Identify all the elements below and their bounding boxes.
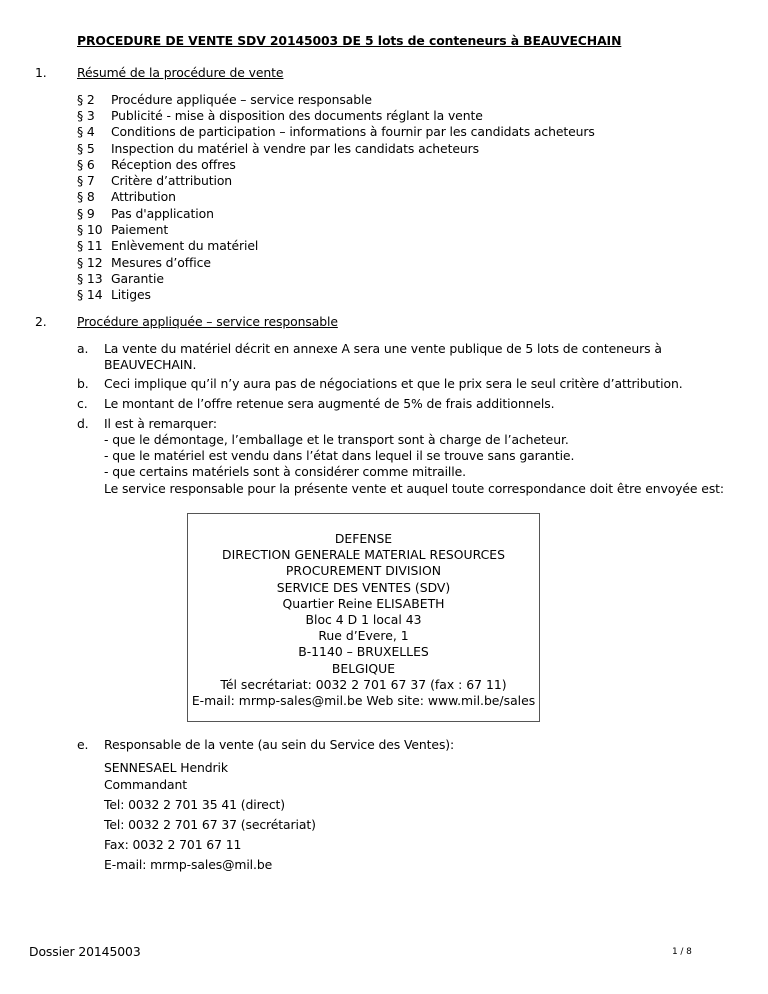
summary-num: § 14 [77, 287, 103, 302]
summary-text: Procédure appliquée – service responsable [111, 92, 372, 107]
section-1-heading: Résumé de la procédure de vente [77, 65, 284, 80]
contact-tel-direct: Tel: 0032 2 701 35 41 (direct) [104, 797, 286, 812]
item-e-text: Responsable de la vente (au sein du Service des Ventes): [104, 737, 455, 752]
item-d-line3: - que le matériel est vendu dans l’état dans lequel il se trouve sans garantie. [104, 448, 575, 463]
summary-num: § 11 [77, 238, 103, 253]
summary-num: § 4 [77, 124, 95, 139]
contact-rank: Commandant [104, 777, 187, 792]
section-2-number: 2. [35, 314, 47, 329]
address-line: PROCUREMENT DIVISION [285, 563, 442, 579]
item-d-line1: Il est à remarquer: [104, 416, 217, 431]
item-d-line5: Le service responsable pour la présente vente et auquel toute correspondance doit être envoyée est: [104, 481, 725, 496]
item-a-line1: La vente du matériel décrit en annexe A sera une vente publique de 5 lots de conteneurs à [104, 341, 662, 356]
summary-text: Litiges [111, 287, 151, 302]
item-d-line2: - que le démontage, l’emballage et le transport sont à charge de l’acheteur. [104, 432, 569, 447]
footer-dossier: Dossier 20145003 [29, 944, 141, 959]
summary-text: Pas d'application [111, 206, 214, 221]
page-title: PROCEDURE DE VENTE SDV 20145003 DE 5 lots de conteneurs à BEAUVECHAIN [77, 33, 622, 48]
summary-num: § 3 [77, 108, 95, 123]
summary-num: § 5 [77, 141, 95, 156]
summary-text: Inspection du matériel à vendre par les candidats acheteurs [111, 141, 479, 156]
summary-text: Critère d’attribution [111, 173, 233, 188]
item-a-line2: BEAUVECHAIN. [104, 357, 197, 372]
summary-num: § 6 [77, 157, 95, 172]
address-line: Bloc 4 D 1 local 43 [305, 612, 422, 628]
address-phone-line: Tél secrétariat: 0032 2 701 67 37 (fax : 67 11) [220, 676, 507, 692]
item-c-label: c. [77, 396, 88, 411]
item-b-label: b. [77, 376, 89, 391]
summary-num: § 13 [77, 271, 103, 286]
address-line: DEFENSE [334, 531, 393, 546]
contact-tel-secretariat: Tel: 0032 2 701 67 37 (secrétariat) [104, 817, 316, 832]
section-1-number: 1. [35, 65, 47, 80]
section-2-heading: Procédure appliquée – service responsable [77, 314, 338, 329]
summary-text: Paiement [111, 222, 169, 237]
address-line: SERVICE DES VENTES (SDV) [276, 579, 451, 595]
summary-text: Mesures d’office [111, 255, 211, 270]
summary-num: § 10 [77, 222, 103, 237]
address-line: DIRECTION GENERALE MATERIAL RESOURCES [222, 547, 505, 563]
contact-fax: Fax: 0032 2 701 67 11 [104, 837, 242, 852]
summary-num: § 12 [77, 255, 103, 270]
summary-text: Garantie [111, 271, 164, 286]
address-line: B-1140 – BRUXELLES [298, 644, 429, 660]
contact-email[interactable]: E-mail: mrmp-sales@mil.be [104, 857, 273, 872]
item-c-text: Le montant de l’offre retenue sera augmenté de 5% de frais additionnels. [104, 396, 555, 411]
address-box [187, 513, 540, 722]
item-d-line4: - que certains matériels sont à considérer comme mitraille. [104, 464, 466, 479]
address-email-web-line[interactable]: E-mail: mrmp-sales@mil.be Web site: www.mil.be/sales [191, 693, 536, 709]
item-a-label: a. [77, 341, 89, 356]
address-line: BELGIQUE [331, 660, 396, 676]
item-d-label: d. [77, 416, 89, 431]
summary-num: § 8 [77, 189, 95, 204]
summary-text: Attribution [111, 189, 176, 204]
summary-num: § 9 [77, 206, 95, 221]
summary-text: Publicité - mise à disposition des documents réglant la vente [111, 108, 483, 123]
item-e-label: e. [77, 737, 89, 752]
summary-num: § 7 [77, 173, 95, 188]
summary-text: Conditions de participation – informations à fournir par les candidats acheteurs [111, 124, 595, 139]
summary-num: § 2 [77, 92, 95, 107]
address-line: Quartier Reine ELISABETH [282, 595, 445, 611]
footer-page-number: 1 / 8 [672, 947, 692, 957]
address-line: Rue d’Evere, 1 [318, 628, 409, 644]
summary-text: Réception des offres [111, 157, 236, 172]
contact-name: SENNESAEL Hendrik [104, 760, 228, 775]
summary-text: Enlèvement du matériel [111, 238, 259, 253]
item-b-text: Ceci implique qu’il n’y aura pas de négociations et que le prix sera le seul critère d’attribution. [104, 376, 683, 391]
